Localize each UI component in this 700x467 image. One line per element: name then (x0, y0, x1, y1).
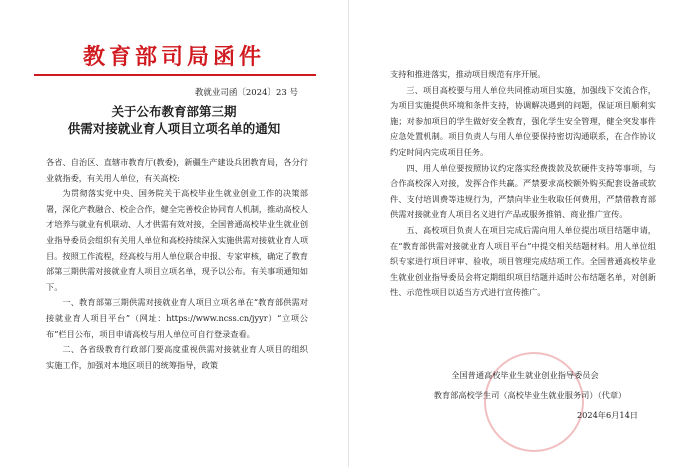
item-2-continued: 支持和推进落实，推动项目规范有序开展。 (390, 69, 546, 79)
notice-title (20, 103, 328, 137)
notice-title-line-1: 关于公布教育部第三期 (111, 104, 237, 119)
salutation: 各省、自治区、直辖市教育厅(教委)，新疆生产建设兵团教育局，各分行业就指委，有关用人单位，有关高校: (46, 157, 308, 183)
signature-date: 2024年6月14日 (576, 410, 638, 420)
left-body (46, 155, 308, 373)
signature-committee: 全国普通高校毕业生就业创业指导委员会 (451, 370, 599, 380)
document-number: 教就业司函〔2024〕23 号 (194, 88, 298, 98)
right-page (350, 0, 700, 467)
letterhead-title: 教育部司局函件 (82, 44, 265, 70)
left-page (0, 0, 349, 467)
item-3-paragraph: 三、项目高校要与用人单位共同推动项目实施，加强线下交流合作，为项目实施提供环境和条件支持，协调解决遇到的问题，保证项目顺利实施；对参加项目的学生做好安全教育，强化学生安全管理，健全突发事件应急处置机制。项目负责人与用人单位要保持密切沟通联系，在合作协议约定时间内完成项目任务。 (390, 84, 656, 157)
item-5-paragraph: 五、高校项目负责人在项目完成后需向用人单位提出项目结题申请，在“教育部供需对接就业育人项目平台”中提交相关结题材料。用人单位组织专家进行项目评审、验收，项目管理完成结项工作。全国普通高校毕业生就业创业指导委员会将定期组织项目结题并适时公布结题名单，对创新性、示范性项目以适当方式进行宣传推广。 (390, 224, 656, 298)
item-2-paragraph: 二、各省级教育行政部门要高度重视供需对接就业育人项目的组织实施工作，加强对本地区项目的统筹指导，政策 (46, 344, 308, 370)
notice-title-line-2: 供需对接就业育人项目立项名单的通知 (67, 121, 281, 136)
letterhead-red-rule (34, 74, 316, 76)
signature-department: 教育部高校学生司（高校毕业生就业服务司）（代章） (433, 390, 627, 400)
item-1-paragraph: 一、教育部第三期供需对接就业育人项目立项名单在“教育部供需对接就业育人项目平台”（网址：https://www.ncss.cn/jyyr）“立项公布”栏目公布，项目申请高校与用人单位可自行登录查看。 (46, 297, 308, 339)
item-4-paragraph: 四、用人单位要按照协议约定落实经费拨款及软硬件支持等事项，与合作高校深入对接，发挥合作共赢。严禁要求高校额外购买配套设备或软件、支付培训费等违规行为，严禁向毕业生收取任何费用，严禁借教育部供需对接就业育人项目名义进行产品或服务推销、商业推广宣传。 (390, 162, 656, 220)
official-seal-icon (484, 352, 584, 452)
right-body (390, 67, 656, 301)
intro-paragraph: 为贯彻落实党中央、国务院关于高校毕业生就业创业工作的决策部署，深化产教融合、校企合作，健全完善校企协同育人机制，推动高校人才培养与就业有机联动、人才供需有效对接，全国普通高校毕业生就业创业指导委员会组织有关用人单位和高校持续深入实施供需对接就业育人项目。按照工作流程，经高校与用人单位联合申报、专家审核，确定了教育部第三期供需对接就业育人项目立项名单，现予以公布。有关事项通知如下。 (46, 188, 309, 292)
